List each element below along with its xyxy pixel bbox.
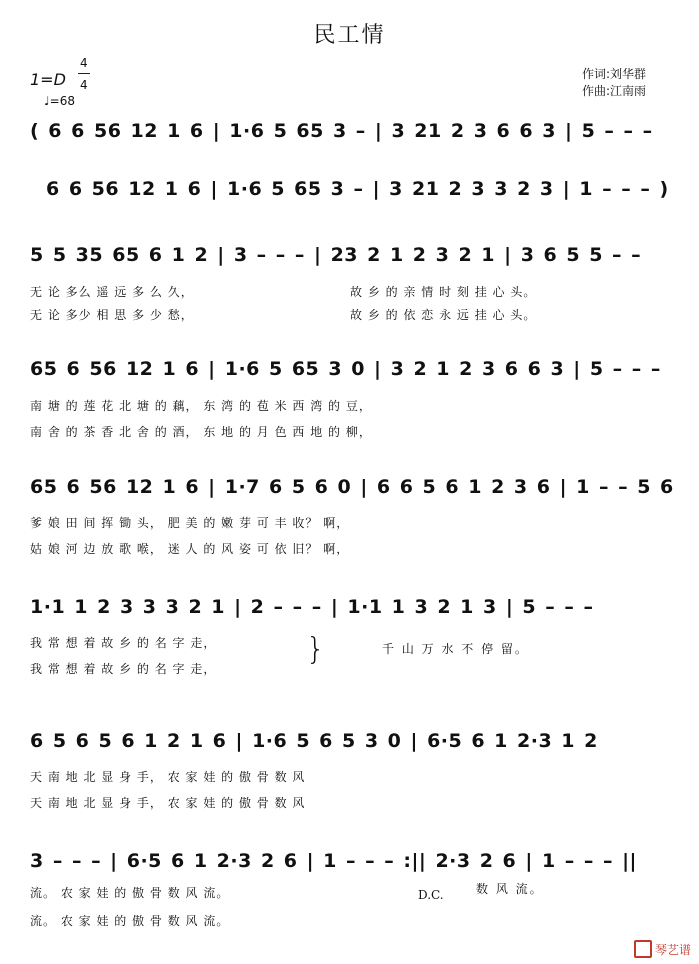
brace-symbol: } bbox=[306, 632, 326, 667]
lyric-line-3b bbox=[30, 306, 670, 323]
lyric-line-8b: 流。 农 家 娃 的 傲 骨 数 风 流。 bbox=[30, 914, 230, 928]
notes-line-8: 3 – – – | 6·5 6 1 2·3 2 6 | 1 – – – :|| 2·3 2 6 | 1 – – – || bbox=[30, 850, 637, 872]
score-line-4 bbox=[30, 354, 670, 388]
coda-lyric: 数 风 流。 bbox=[476, 882, 544, 896]
key-label: 1=D bbox=[30, 70, 66, 89]
tempo-marking: ♩=68 bbox=[44, 94, 75, 108]
song-title: 民工情 bbox=[313, 23, 386, 48]
credits bbox=[582, 66, 646, 100]
time-numerator: 4 bbox=[80, 56, 88, 70]
score-line-5 bbox=[30, 472, 674, 506]
score-line-7 bbox=[30, 726, 670, 760]
notes-line-4: 65 6 56 12 1 6 | 1·6 5 65 3 0 | 3 2 1 2 3 6 6 3 | 5 – – – bbox=[30, 358, 661, 380]
lyric-line-8a: 流。 农 家 娃 的 傲 骨 数 风 流。 bbox=[30, 886, 230, 900]
lyric-line-3a bbox=[30, 283, 670, 300]
notes-line-7: 6 5 6 5 6 1 2 1 6 | 1·6 5 6 5 3 0 | 6·5 6 1 2·3 1 2 bbox=[30, 730, 598, 752]
dc-marking: D.C. bbox=[418, 888, 444, 902]
lyric-3b-part1: 无 论 多少 相 思 多 少 愁， bbox=[30, 308, 194, 322]
composer-credit: 作曲:江南雨 bbox=[582, 84, 647, 98]
key-signature bbox=[30, 56, 120, 110]
refrain-lyric: 千 山 万 水 不 停 留。 bbox=[382, 642, 529, 656]
score-line-3 bbox=[30, 240, 670, 274]
score-line-2 bbox=[30, 174, 670, 208]
notes-line-1: ( 6 6 56 12 1 6 | 1·6 5 65 3 – | 3 21 2 3 6 6 3 | 5 – – – bbox=[30, 120, 653, 142]
score-line-1 bbox=[30, 116, 670, 150]
lyric-line-4a: 南 塘 的 莲 花 北 塘 的 藕， 东 湾 的 苞 米 西 湾 的 豆， bbox=[30, 399, 372, 413]
notes-line-5: 65 6 56 12 1 6 | 1·7 6 5 6 0 | 6 6 5 6 1 2 3 6 | 1 – – 5 6 bbox=[30, 476, 674, 498]
lyric-3b-part2: 故 乡 的 依 恋 永 远 挂 心 头。 bbox=[350, 308, 537, 322]
lyric-line-7a: 天 南 地 北 显 身 手， 农 家 娃 的 傲 骨 数 风 bbox=[30, 770, 306, 784]
lyric-line-4b: 南 舍 的 茶 香 北 舍 的 酒， 东 地 的 月 色 西 地 的 柳， bbox=[30, 425, 372, 439]
notes-line-6: 1·1 1 2 3 3 3 2 1 | 2 – – – | 1·1 1 3 2 1 3 | 5 – – – bbox=[30, 596, 594, 618]
logo-text: 琴艺谱 bbox=[654, 942, 691, 957]
lyric-line-6b: 我 常 想 着 故 乡 的 名 字 走， bbox=[30, 662, 217, 676]
notes-line-2: 6 6 56 12 1 6 | 1·6 5 65 3 – | 3 21 2 3 3 2 3 | 1 – – – ) bbox=[46, 178, 669, 200]
lyric-line-5b: 姑 娘 河 边 放 歌 喉， 迷 人 的 风 姿 可 依 旧？ 啊， bbox=[30, 542, 350, 556]
lyricist-credit: 作词:刘华群 bbox=[582, 67, 647, 81]
site-logo bbox=[634, 940, 691, 958]
lyric-line-6a: 我 常 想 着 故 乡 的 名 字 走， bbox=[30, 636, 217, 650]
score-line-8 bbox=[30, 846, 670, 880]
time-fraction-line bbox=[78, 73, 90, 74]
logo-icon bbox=[634, 940, 652, 958]
notes-line-3: 5 5 35 65 6 1 2 | 3 – – – | 23 2 1 2 3 2 1 | 3 6 5 5 – – bbox=[30, 244, 642, 266]
lyric-line-5a: 爹 娘 田 间 挥 锄 头， 肥 美 的 嫩 芽 可 丰 收？ 啊， bbox=[30, 516, 350, 530]
score-line-6 bbox=[30, 592, 670, 626]
time-denominator: 4 bbox=[80, 78, 88, 92]
lyric-3a-part2: 故 乡 的 亲 情 时 刻 挂 心 头。 bbox=[350, 285, 537, 299]
lyric-line-7b: 天 南 地 北 显 身 手， 农 家 娃 的 傲 骨 数 风 bbox=[30, 796, 306, 810]
lyric-3a-part1: 无 论 多么 遥 远 多 么 久， bbox=[30, 285, 194, 299]
